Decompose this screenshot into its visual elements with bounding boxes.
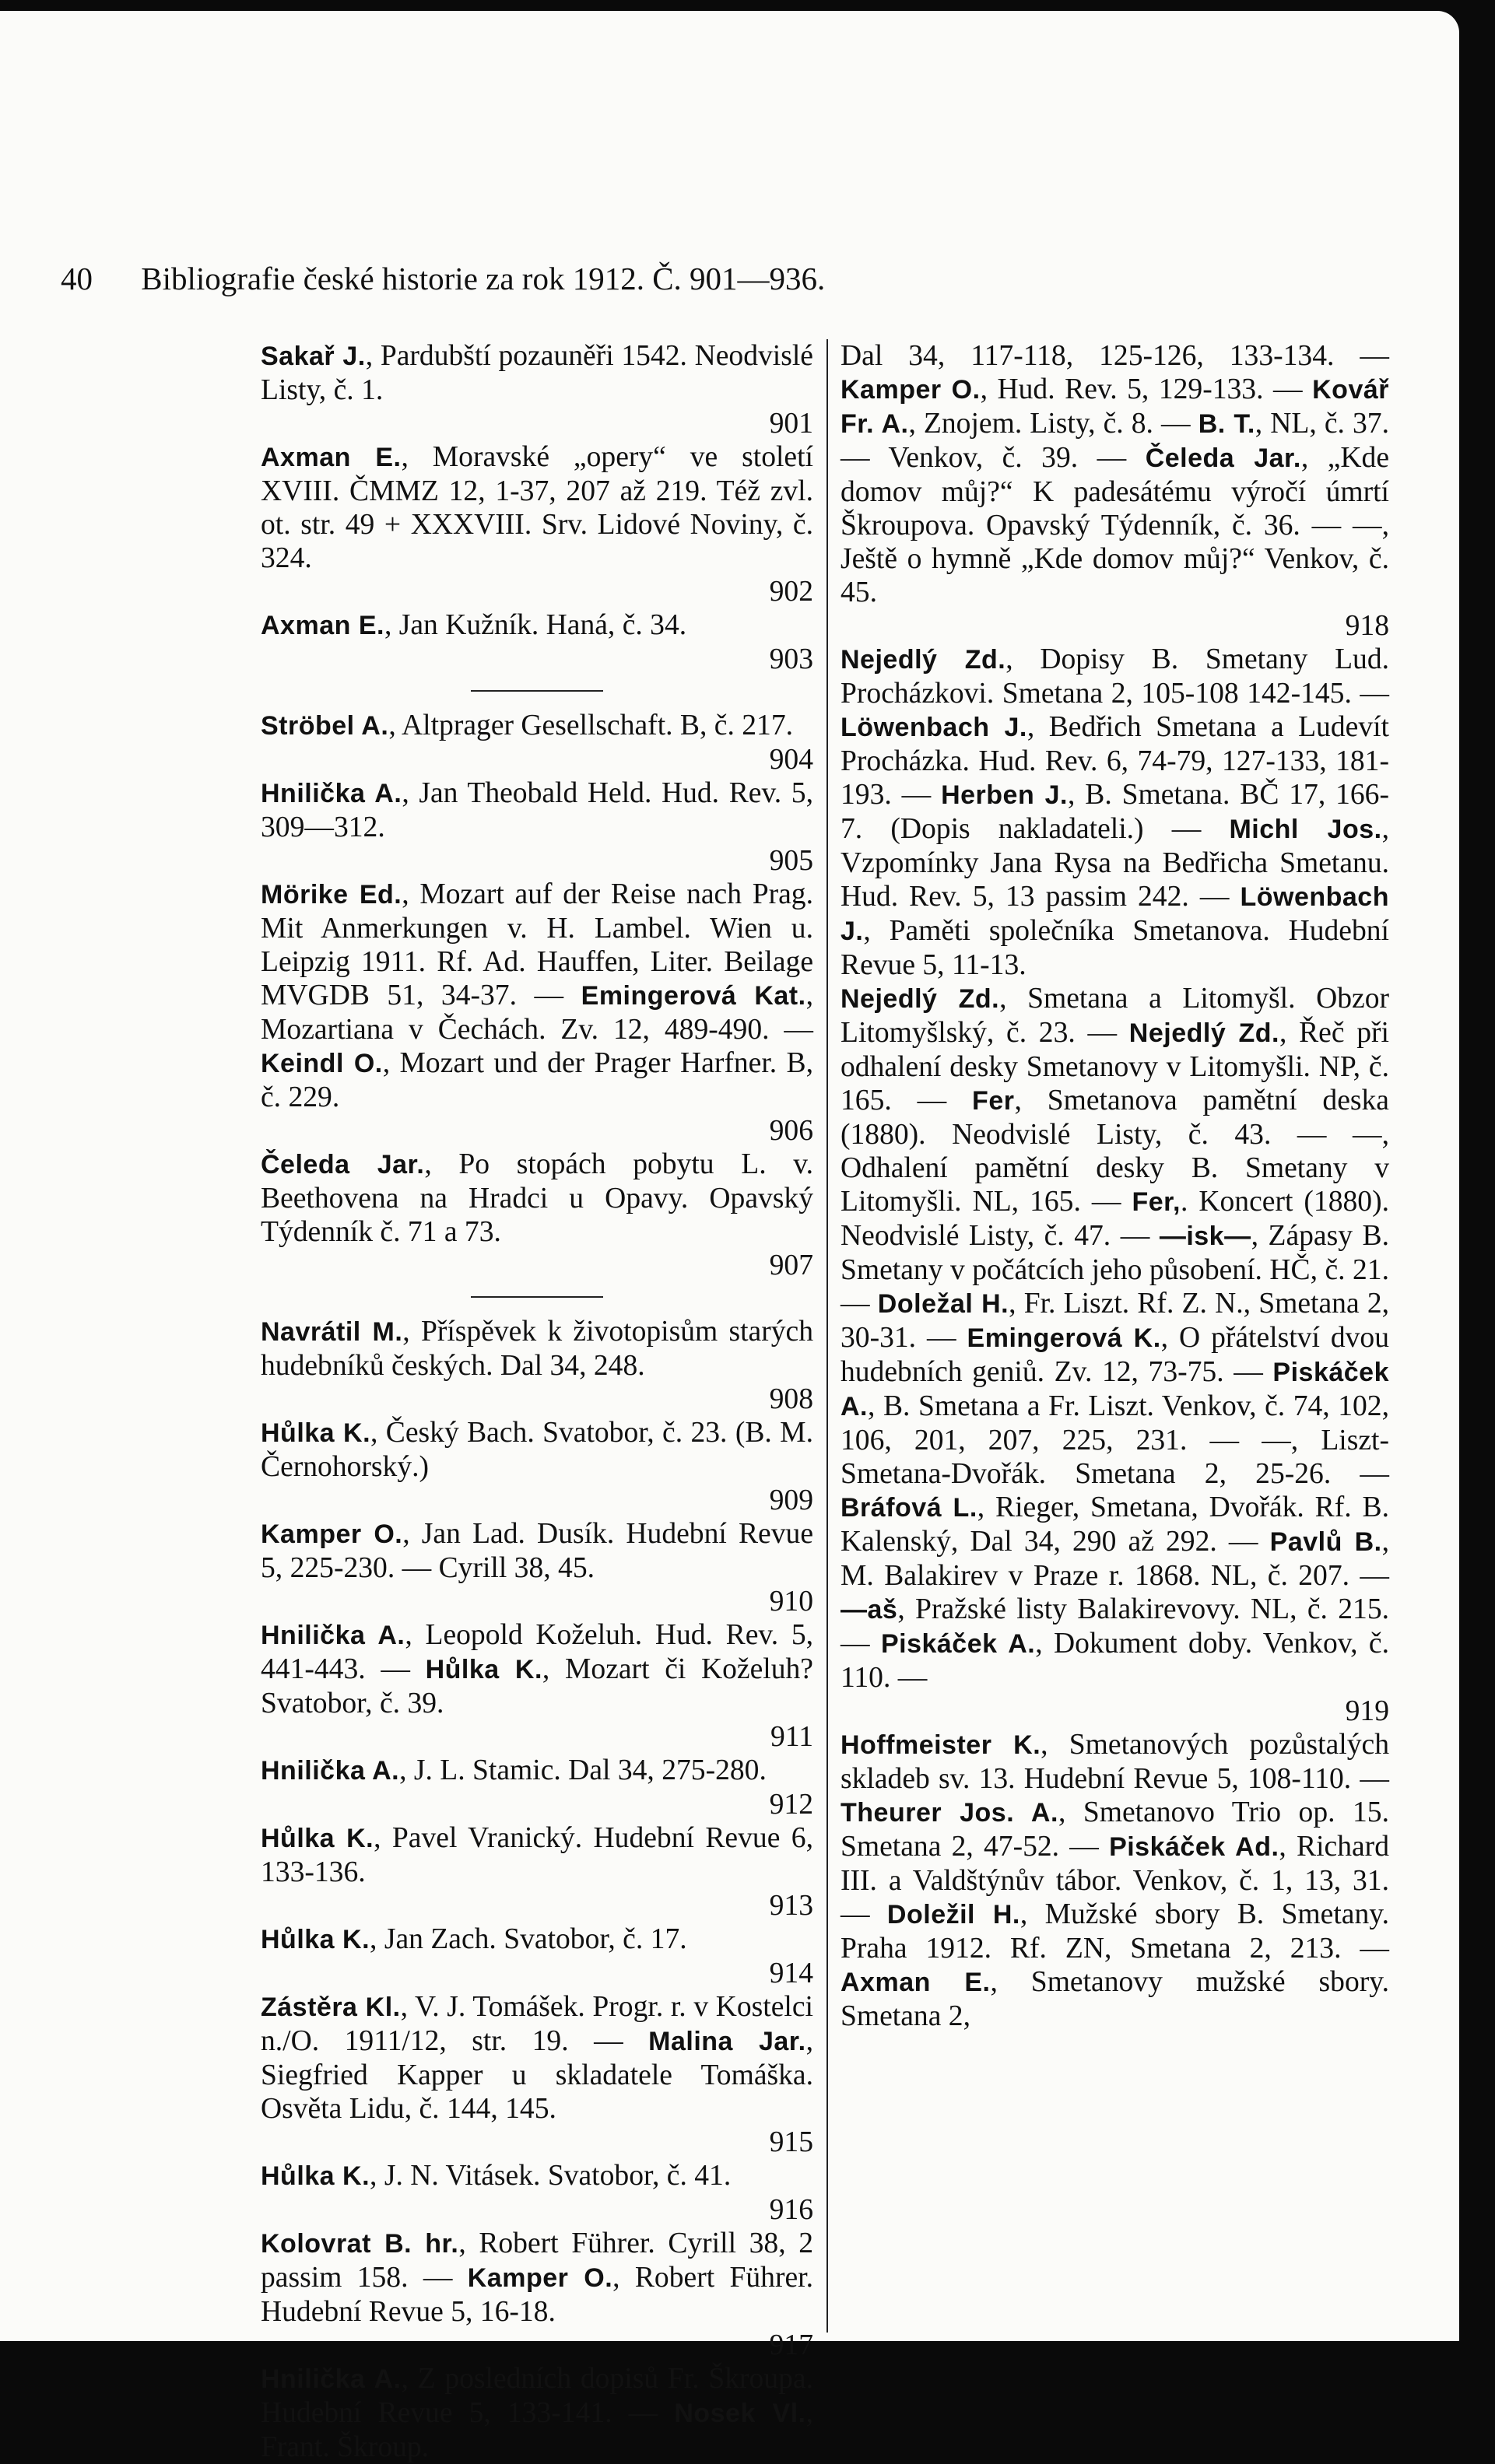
entry-text: , Altprager Gesellschaft. B, č. 217. bbox=[388, 710, 794, 741]
entry-number: 906 bbox=[769, 1115, 813, 1147]
author-name: Čeleda Jar. bbox=[1145, 443, 1301, 473]
entry-text: , Smetana a Litomyšl. Obzor Litomyšlský, č. 23. — bbox=[840, 983, 1390, 1049]
entry-text: , Jan Kužník. Haná, č. 34. bbox=[384, 609, 687, 641]
entry-text: , Jan Theobald Held. Hud. Rev. 5, 309—312. bbox=[261, 777, 813, 843]
entry-text: , Z posledních dopisů Fr. Škroupa. Hudební Revue 5, 133-141. — bbox=[261, 2363, 814, 2429]
entry-text: , Smetanovy mužské sbory. Smetana 2, bbox=[840, 1966, 1389, 2032]
entry-text: , Dokument doby. Venkov, č. 110. — bbox=[840, 1628, 1389, 1694]
author-name: Axman E. bbox=[840, 1968, 991, 1997]
entry-text: , Mozart auf der Reise nach Prag. Mit Anmerkungen v. H. Lambel. Wien u. Leipzig 1911. Rf. Ad. Hauffen, Liter. Beilage MVGDB 51, 34-37. — bbox=[261, 878, 813, 1011]
author-name: Piskáček A. bbox=[880, 1629, 1036, 1659]
bibliography-entry bbox=[261, 1517, 813, 1585]
entry-text: , J. L. Stamic. Dal 34, 275-280. bbox=[399, 1754, 767, 1786]
entry-number: 902 bbox=[769, 576, 813, 608]
entry-text: , B. Smetana a Fr. Liszt. Venkov, č. 74, 102, 106, 201, 207, 225, 231. — —, Liszt-Smetana-Dvořák. Smetana 2, 25-26. — bbox=[840, 1390, 1389, 1490]
entry-text: , Rieger, Smetana, Dvořák. Rf. B. Kalenský, Dal 34, 290 až 292. — bbox=[840, 1491, 1389, 1558]
entry-text: , Fr. Liszt. Rf. Z. N., Smetana 2, 30-31. — bbox=[840, 1288, 1390, 1354]
bibliography-entry bbox=[261, 440, 813, 575]
author-name: Doležil H. bbox=[886, 1900, 1020, 1929]
entry-text: , Richard III. a Valdštýnův tábor. Venkov, č. 1, 13, 31. — bbox=[840, 1831, 1389, 1930]
author-name: Nosek Vl. bbox=[674, 2399, 806, 2428]
entry-text: , Jan Zach. Svatobor, č. 17. bbox=[370, 1923, 687, 1955]
entry-text: , „Kde domov můj?“ K padesátému výročí úmrtí Škroupova. Opavský Týdenník, č. 36. — —, Ještě o hymně „Kde domov můj?“ Venkov, č. 45. bbox=[840, 442, 1390, 608]
entry-number: 919 bbox=[1345, 1695, 1389, 1727]
bibliography-entry bbox=[261, 776, 813, 844]
entry-text: , Smetanova pamětní deska (1880). Neodvislé Listy, č. 43. — —, Odhalení pamětní desky B. Smetany v Litomyšli. NL, 165. — bbox=[840, 1085, 1389, 1218]
bibliography-entry bbox=[261, 608, 813, 643]
entry-text: , Dopisy B. Smetany Lud. Procházkovi. Smetana 2, 105-108 142-145. — bbox=[840, 643, 1390, 710]
author-name: Hůlka K. bbox=[261, 1925, 370, 1954]
author-name: Nejedlý Zd. bbox=[840, 984, 1000, 1014]
author-name: Theurer Jos. A. bbox=[840, 1798, 1058, 1828]
entry-text: , Bedřich Smetana a Ludevít Procházka. Hud. Rev. 6, 74-79, 127-133, 181-193. — bbox=[840, 711, 1389, 811]
author-name: Herben J. bbox=[941, 780, 1068, 810]
entry-number: 912 bbox=[769, 1789, 813, 1821]
section-separator bbox=[471, 690, 603, 692]
entry-text: , Mozartiana v Čechách. Zv. 12, 489-490. — bbox=[261, 980, 813, 1046]
entry-text: , Robert Führer. Cyrill 38, 2 passim 158. — bbox=[261, 2227, 813, 2294]
entry-text: , Po stopách pobytu L. v. Beethovena na Hradci u Opavy. Opavský Týdenník č. 71 a 73. bbox=[261, 1148, 814, 1248]
author-name: Hůlka K. bbox=[261, 1824, 374, 1853]
author-name: Hnilička A. bbox=[261, 779, 402, 808]
author-name: Kamper O. bbox=[840, 375, 981, 405]
entry-text: , J. N. Vitásek. Svatobor, č. 41. bbox=[370, 2160, 732, 2192]
entry-number: 907 bbox=[769, 1250, 813, 1281]
author-name: Emingerová K. bbox=[967, 1323, 1161, 1353]
entry-text: , Mužské sbory B. Smetany. Praha 1912. Rf. ZN, Smetana 2, 213. — bbox=[840, 1898, 1389, 1965]
bibliography-entry bbox=[840, 339, 1389, 609]
entry-text: , V. J. Tomášek. Progr. r. v Kostelci n./O. 1911/12, str. 19. — bbox=[261, 1991, 813, 2057]
entry-text: , Hud. Rev. 5, 129-133. — bbox=[980, 373, 1313, 405]
author-name: Emingerová Kat. bbox=[581, 981, 806, 1011]
entry-text: , Pražské listy Balakirevovy. NL, č. 215. — bbox=[840, 1593, 1389, 1660]
entry-text: , Zápasy B. Smetany v počátcích jeho působení. HČ, č. 21. — bbox=[840, 1220, 1389, 1320]
entry-text: , Paměti společníka Smetanova. Hudební Revue 5, 11-13. bbox=[840, 915, 1389, 981]
bibliography-entry bbox=[261, 1922, 813, 1957]
bibliography-entry bbox=[840, 1728, 1389, 2033]
right-column bbox=[840, 339, 1389, 2033]
entry-number: 904 bbox=[769, 744, 813, 776]
author-name: Kamper O. bbox=[467, 2263, 613, 2293]
author-name: Ströbel A. bbox=[261, 711, 389, 741]
entry-number: 914 bbox=[769, 1958, 813, 1989]
author-name: —aš bbox=[840, 1595, 898, 1625]
author-name: Doležal H. bbox=[877, 1289, 1009, 1319]
entry-text: , Mozart und der Prager Harfner. B, č. 229. bbox=[261, 1047, 813, 1113]
bibliography-entry bbox=[261, 878, 813, 1114]
author-name: B. T. bbox=[1198, 409, 1255, 439]
author-name: Fer bbox=[972, 1086, 1015, 1116]
entry-text: , NL, č. 37. — Venkov, č. 39. — bbox=[840, 408, 1389, 474]
entry-text: , Leopold Koželuh. Hud. Rev. 5, 441-443. — bbox=[261, 1619, 814, 1685]
author-name: Hnilička A. bbox=[261, 1756, 400, 1786]
bibliography-entry bbox=[840, 982, 1389, 1695]
entry-text: Dal 34, 117-118, 125-126, 133-134. — bbox=[840, 340, 1389, 372]
author-name: Kolovrat B. hr. bbox=[261, 2229, 459, 2259]
entry-text: , Mozart či Koželuh? Svatobor, č. 39. bbox=[261, 1653, 813, 1719]
bibliography-entry bbox=[840, 643, 1389, 982]
entry-number: 909 bbox=[769, 1484, 813, 1516]
entry-text: . Koncert (1880). Neodvislé Listy, č. 47. — bbox=[840, 1186, 1389, 1252]
author-name: Piskáček A. bbox=[840, 1358, 1389, 1421]
bibliography-entry bbox=[261, 709, 813, 743]
entry-number: 911 bbox=[770, 1721, 813, 1753]
author-name: Axman E. bbox=[261, 611, 384, 640]
entry-text: , Pavel Vranický. Hudební Revue 6, 133-136. bbox=[261, 1822, 813, 1888]
bibliography-entry bbox=[261, 1315, 813, 1383]
author-name: Čeleda Jar. bbox=[261, 1150, 425, 1179]
bibliography-entry bbox=[261, 2227, 813, 2329]
running-title: Bibliografie české historie za rok 1912. Č. 901—936. bbox=[141, 261, 826, 296]
author-name: Axman E. bbox=[261, 443, 402, 472]
entry-number: 918 bbox=[1345, 610, 1389, 642]
entry-number: 916 bbox=[769, 2194, 813, 2226]
entry-text: , Jan Lad. Dusík. Hudební Revue 5, 225-230. — Cyrill 38, 45. bbox=[261, 1518, 813, 1584]
author-name: Piskáček Ad. bbox=[1109, 1832, 1279, 1862]
page-number: 40 bbox=[61, 261, 93, 296]
author-name: Sakař J. bbox=[261, 342, 366, 371]
entry-text: , Příspěvek k životopisům starých hudebníků českých. Dal 34, 248. bbox=[261, 1316, 813, 1382]
author-name: Kamper O. bbox=[261, 1519, 403, 1549]
entry-number: 915 bbox=[769, 2126, 813, 2158]
entry-text: , O přátelství dvou hudebních geniů. Zv. 12, 73-75. — bbox=[840, 1322, 1389, 1388]
bibliography-entry bbox=[261, 2159, 813, 2193]
bibliography-entry bbox=[261, 1990, 813, 2126]
bibliography-entry bbox=[261, 2362, 813, 2464]
author-name: Hoffmeister K. bbox=[840, 1730, 1041, 1760]
entry-text: , Siegfried Kapper u skladatele Tomáška. Osvěta Lidu, č. 144, 145. bbox=[261, 2025, 813, 2125]
entry-text: , Vzpomínky Jana Rysa na Bedřicha Smetanu. Hud. Rev. 5, 13 passim 242. — bbox=[840, 813, 1389, 913]
entry-text: , Pardubští pozauněři 1542. Neodvislé Listy, č. 1. bbox=[261, 340, 813, 406]
entry-number: 917 bbox=[769, 2329, 813, 2361]
author-name: Nejedlý Zd. bbox=[840, 645, 1006, 675]
entry-text: , Smetanovo Trio op. 15. Smetana 2, 47-52. — bbox=[840, 1796, 1389, 1863]
entry-text: , Znojem. Listy, č. 8. — bbox=[908, 408, 1198, 440]
author-name: Malina Jar. bbox=[648, 2027, 806, 2056]
entry-text: , M. Balakirev v Praze r. 1868. NL, č. 207. — bbox=[840, 1526, 1389, 1592]
bibliography-entry bbox=[261, 1754, 813, 1788]
author-name: Löwenbach J. bbox=[840, 713, 1027, 742]
section-separator bbox=[471, 1296, 603, 1298]
entry-number: 913 bbox=[769, 1890, 813, 1922]
entry-text: , B. Smetana. BČ 17, 166-7. (Dopis nakladateli.) — bbox=[840, 779, 1389, 845]
page-header bbox=[61, 263, 1228, 295]
author-name: Fer, bbox=[1132, 1187, 1181, 1217]
entry-text: , Řeč při odhalení desky Smetanovy v Litomyšli. NP, č. 165. — bbox=[840, 1017, 1389, 1116]
author-name: Hůlka K. bbox=[425, 1655, 542, 1684]
author-name: Hnilička A. bbox=[261, 2364, 402, 2394]
author-name: Hůlka K. bbox=[261, 2161, 370, 2191]
entry-number: 905 bbox=[769, 845, 813, 877]
entry-text: , Frant. Škroup. bbox=[261, 2397, 813, 2463]
author-name: Löwenbach J. bbox=[840, 882, 1389, 946]
entry-number: 901 bbox=[769, 408, 813, 440]
author-name: Pavlů B. bbox=[1269, 1527, 1382, 1557]
entry-number: 910 bbox=[769, 1586, 813, 1618]
entry-text: , Moravské „opery“ ve století XVIII. ČMMZ 12, 1-37, 207 až 219. Též zvl. ot. str. 49 + XXXVIII. Srv. Lidové Noviny, č. 324. bbox=[261, 441, 813, 574]
entry-number: 908 bbox=[769, 1383, 813, 1415]
bibliography-entry bbox=[261, 1416, 813, 1484]
entry-text: , Robert Führer. Hudební Revue 5, 16-18. bbox=[261, 2262, 813, 2328]
author-name: Navrátil M. bbox=[261, 1317, 403, 1347]
bibliography-entry bbox=[261, 1618, 813, 1720]
entry-text: , Český Bach. Svatobor, č. 23. (B. M. Černohorský.) bbox=[261, 1417, 813, 1483]
author-name: Keindl O. bbox=[261, 1049, 383, 1078]
author-name: —isk— bbox=[1159, 1221, 1251, 1251]
author-name: Hnilička A. bbox=[261, 1621, 405, 1650]
bibliography-entry bbox=[261, 1148, 813, 1249]
author-name: Mörike Ed. bbox=[261, 880, 402, 910]
author-name: Hůlka K. bbox=[261, 1418, 371, 1448]
entry-text: , Smetanových pozůstalých skladeb sv. 13. Hudební Revue 5, 108-110. — bbox=[840, 1729, 1389, 1795]
author-name: Michl Jos. bbox=[1229, 815, 1382, 844]
left-column bbox=[261, 339, 813, 2464]
author-name: Kovář Fr. A. bbox=[840, 375, 1389, 439]
author-name: Nejedlý Zd. bbox=[1128, 1018, 1279, 1048]
author-name: Bráfová L. bbox=[840, 1493, 977, 1523]
author-name: Zástěra Kl. bbox=[261, 1993, 401, 2022]
bibliography-entry bbox=[261, 339, 813, 407]
entry-number: 903 bbox=[769, 643, 813, 675]
bibliography-entry bbox=[261, 1821, 813, 1889]
column-divider bbox=[826, 339, 828, 2333]
